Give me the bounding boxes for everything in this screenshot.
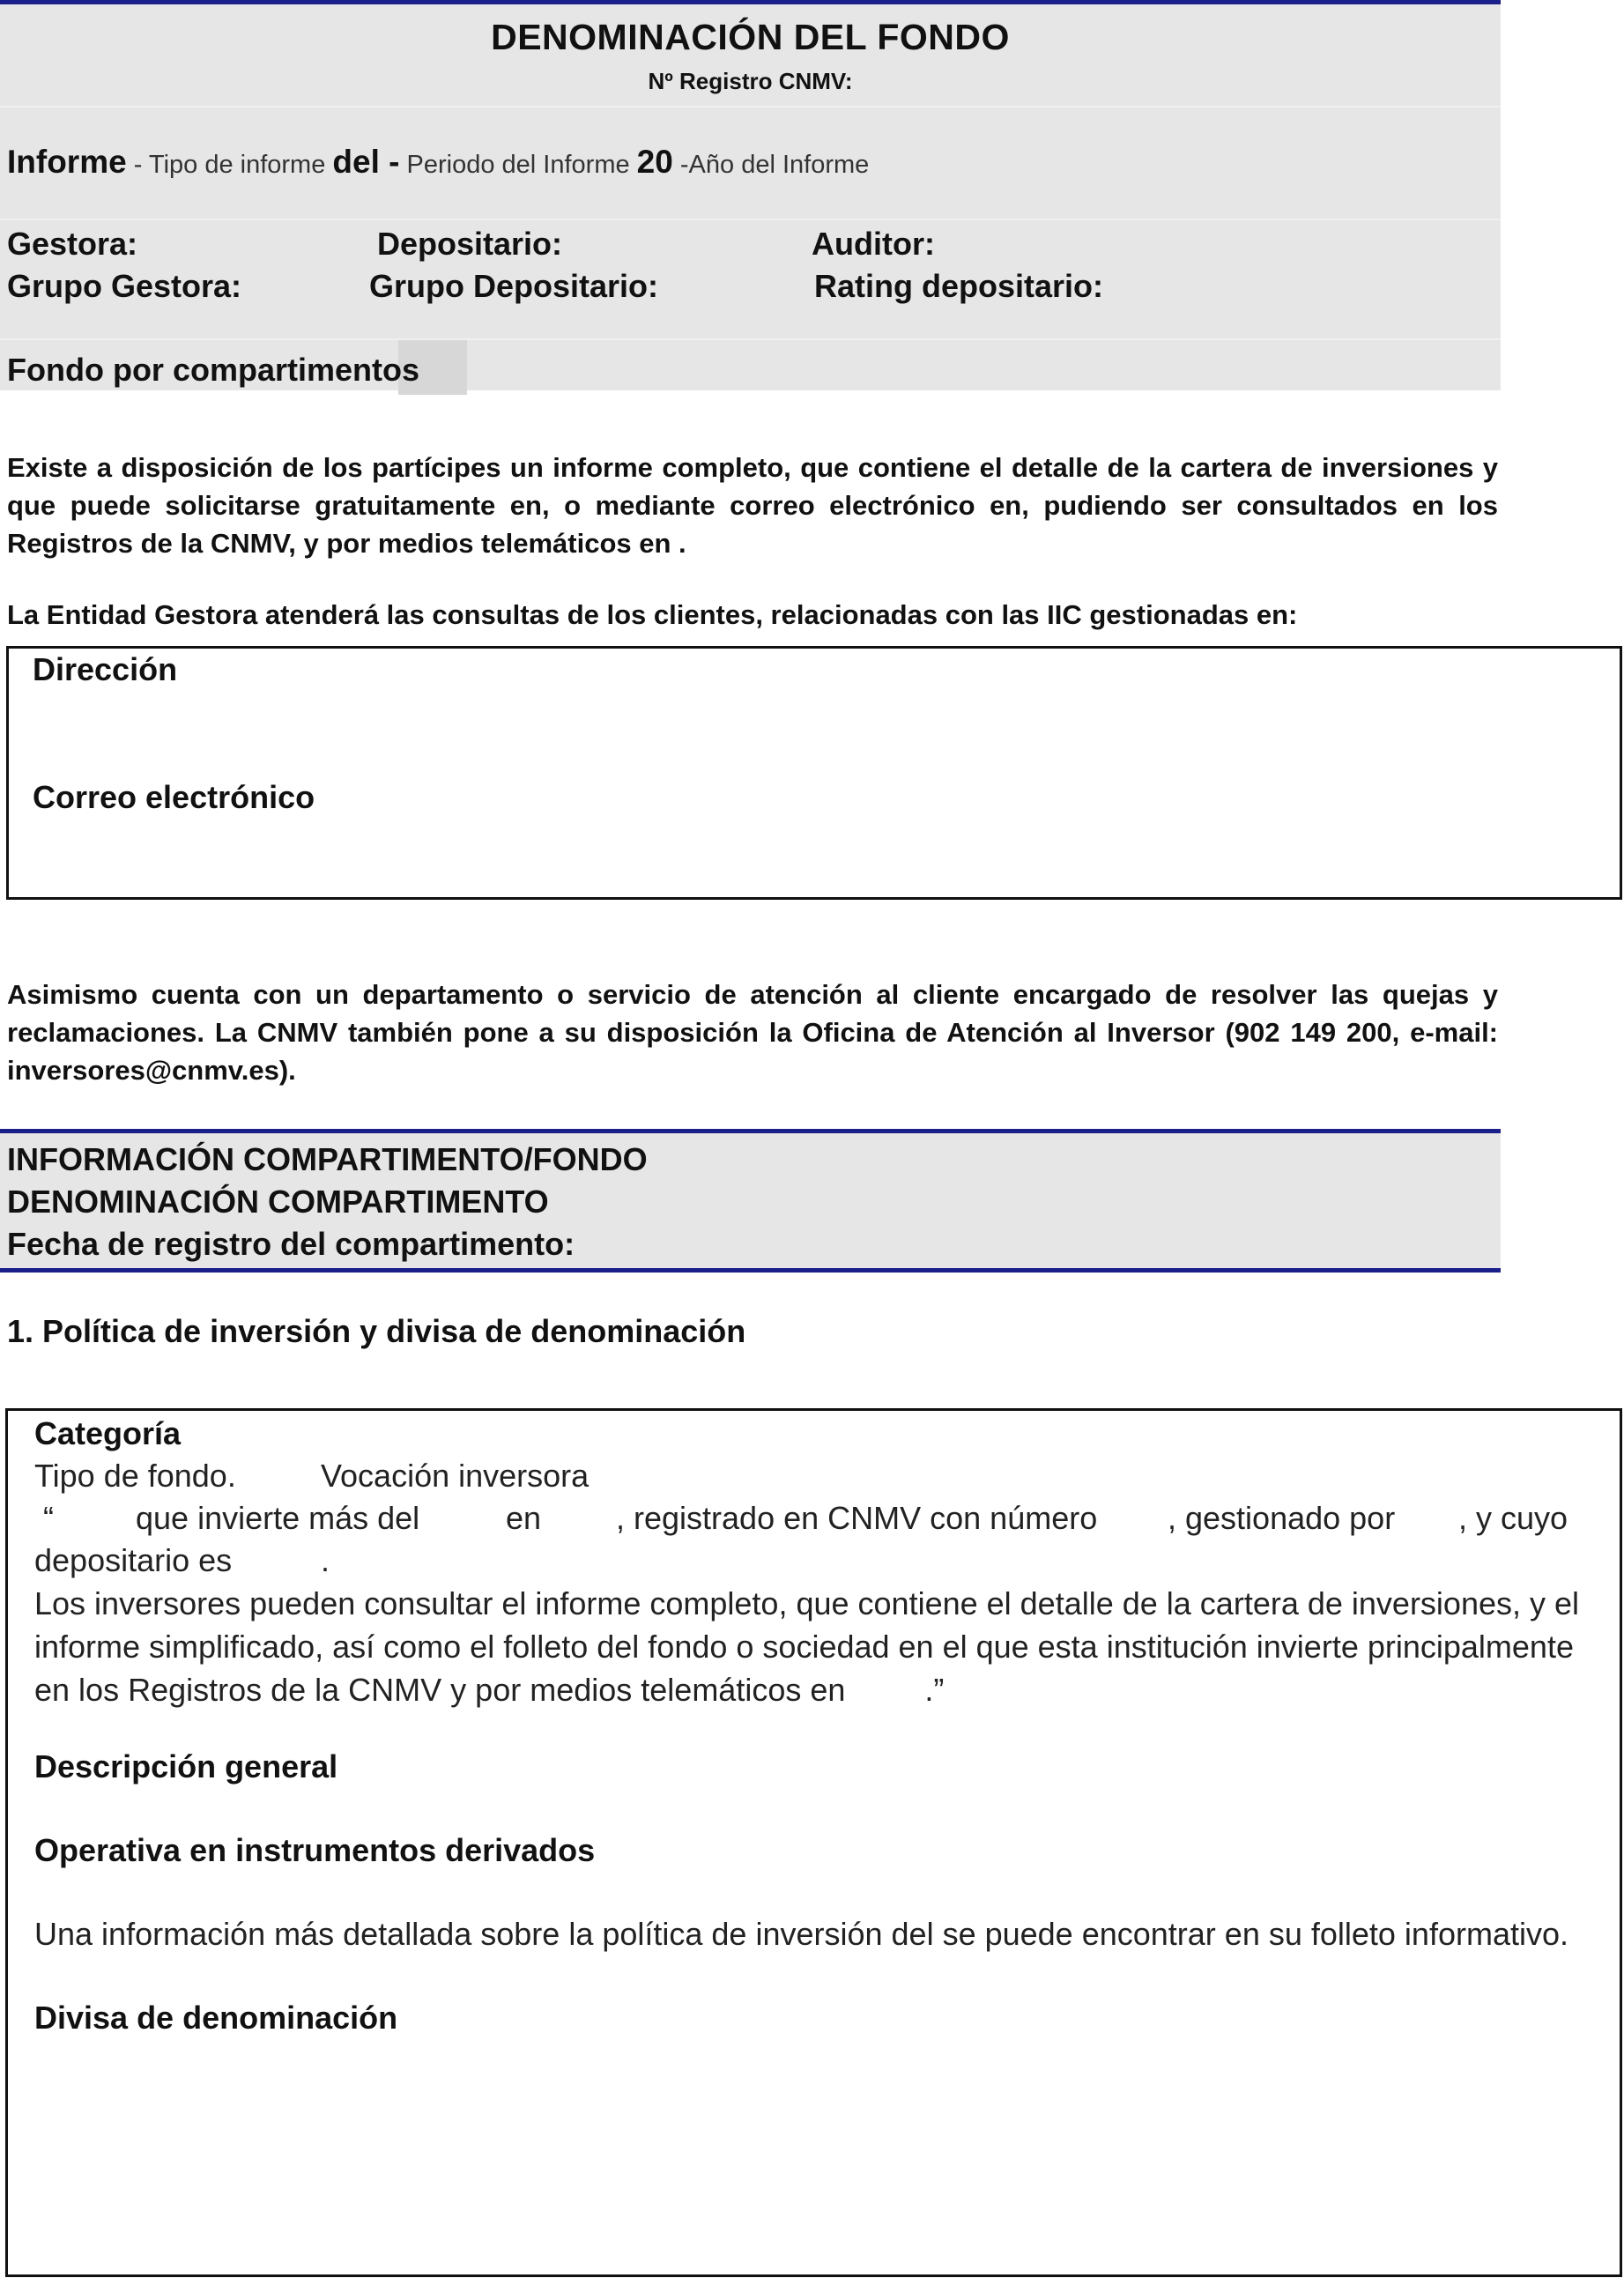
registrado-text: , registrado en CNMV con número [616, 1500, 1098, 1536]
policy-box [5, 1408, 1622, 2277]
tipo-informe-field: - Tipo de informe [126, 151, 333, 179]
fecha-registro-label: Fecha de registro del compartimento: [7, 1226, 575, 1262]
rating-depositario-label: Rating depositario: [814, 268, 1104, 304]
header-divider [0, 338, 1501, 340]
section-heading: 1. Política de inversión y divisa de denominación [7, 1313, 746, 1349]
categoria-label: Categoría [34, 1415, 182, 1451]
depositario-es-text: depositario es [34, 1542, 233, 1578]
inversores-text: Los inversores pueden consultar el informe completo, que contiene el detalle de la cartera de inversiones, y el informe simplificado, así como el folleto del fondo o sociedad en el que esta institución invierte principalmente en los Registros de la CNMV y por medios telemáticos en [34, 1585, 1580, 1708]
report-period-line [7, 144, 869, 181]
inversores-paragraph [34, 1582, 1594, 1711]
header-divider [0, 219, 1501, 220]
direccion-label: Dirección [33, 651, 178, 687]
gestora-label: Gestora: [7, 226, 138, 262]
consultas-line: La Entidad Gestora atenderá las consultas de los clientes, relacionadas con las IIC gestionadas en: [7, 599, 1298, 630]
tipo-fondo-text: Tipo de fondo. [34, 1458, 236, 1494]
ano-informe-field: -Año del Informe [672, 151, 870, 179]
descripcion-general-label: Descripción general [34, 1748, 338, 1785]
fondo-compartimentos-label: Fondo por compartimentos [7, 352, 419, 388]
correo-electronico-label: Correo electrónico [33, 779, 315, 815]
year-prefix: 20 [636, 144, 673, 180]
period-mark: . [321, 1542, 330, 1578]
compartimento-info-band [0, 1129, 1501, 1273]
en-text: en [506, 1500, 542, 1536]
periodo-informe-field: Periodo del Informe [399, 151, 637, 179]
registro-cnmv-label: Nº Registro CNMV: [648, 68, 853, 94]
reclamaciones-paragraph: Asimismo cuenta con un departamento o servicio de atención al cliente encargado de resolver las quejas y reclamaciones. La CNMV también pone a su disposición la Oficina de Atención al Inversor (902 149 200, e-mail: inversores@cnmv.es). [7, 979, 1498, 1086]
quote-close: .” [924, 1672, 945, 1708]
denominacion-compartimento-title: DENOMINACIÓN COMPARTIMENTO [7, 1184, 549, 1220]
informe-completo-paragraph: Existe a disposición de los partícipes un informe completo, que contiene el detalle de la cartera de inversiones y que puede solicitarse gratuitamente en, o mediante correo electrónico en, pudiendo ser consultados en los Registros de la CNMV, y por medios telemáticos en . [7, 452, 1498, 559]
del-label: del - [332, 144, 400, 180]
header-divider [0, 106, 1501, 108]
grupo-depositario-label: Grupo Depositario: [369, 268, 659, 304]
auditor-label: Auditor: [812, 226, 935, 262]
gestionado-text: , gestionado por [1168, 1500, 1396, 1536]
fund-title: DENOMINACIÓN DEL FONDO [491, 17, 1010, 57]
grupo-gestora-label: Grupo Gestora: [7, 268, 242, 304]
informe-label: Informe [7, 144, 127, 180]
depositario-label: Depositario: [377, 226, 563, 262]
operativa-derivados-label: Operativa en instrumentos derivados [34, 1832, 596, 1868]
contact-box [6, 646, 1622, 900]
divisa-denominacion-label: Divisa de denominación [34, 2000, 398, 2036]
informacion-detallada-text: Una información más detallada sobre la política de inversión del se puede encontrar en su folleto informativo. [34, 1916, 1568, 1952]
quote-open: “ [43, 1500, 54, 1536]
invierte-text: que invierte más del [136, 1500, 420, 1536]
vocacion-inversora-text: Vocación inversora [321, 1458, 590, 1494]
y-cuyo-text: , y cuyo [1458, 1500, 1568, 1536]
fund-header [0, 0, 1501, 390]
informacion-compartimento-title: INFORMACIÓN COMPARTIMENTO/FONDO [7, 1141, 648, 1177]
